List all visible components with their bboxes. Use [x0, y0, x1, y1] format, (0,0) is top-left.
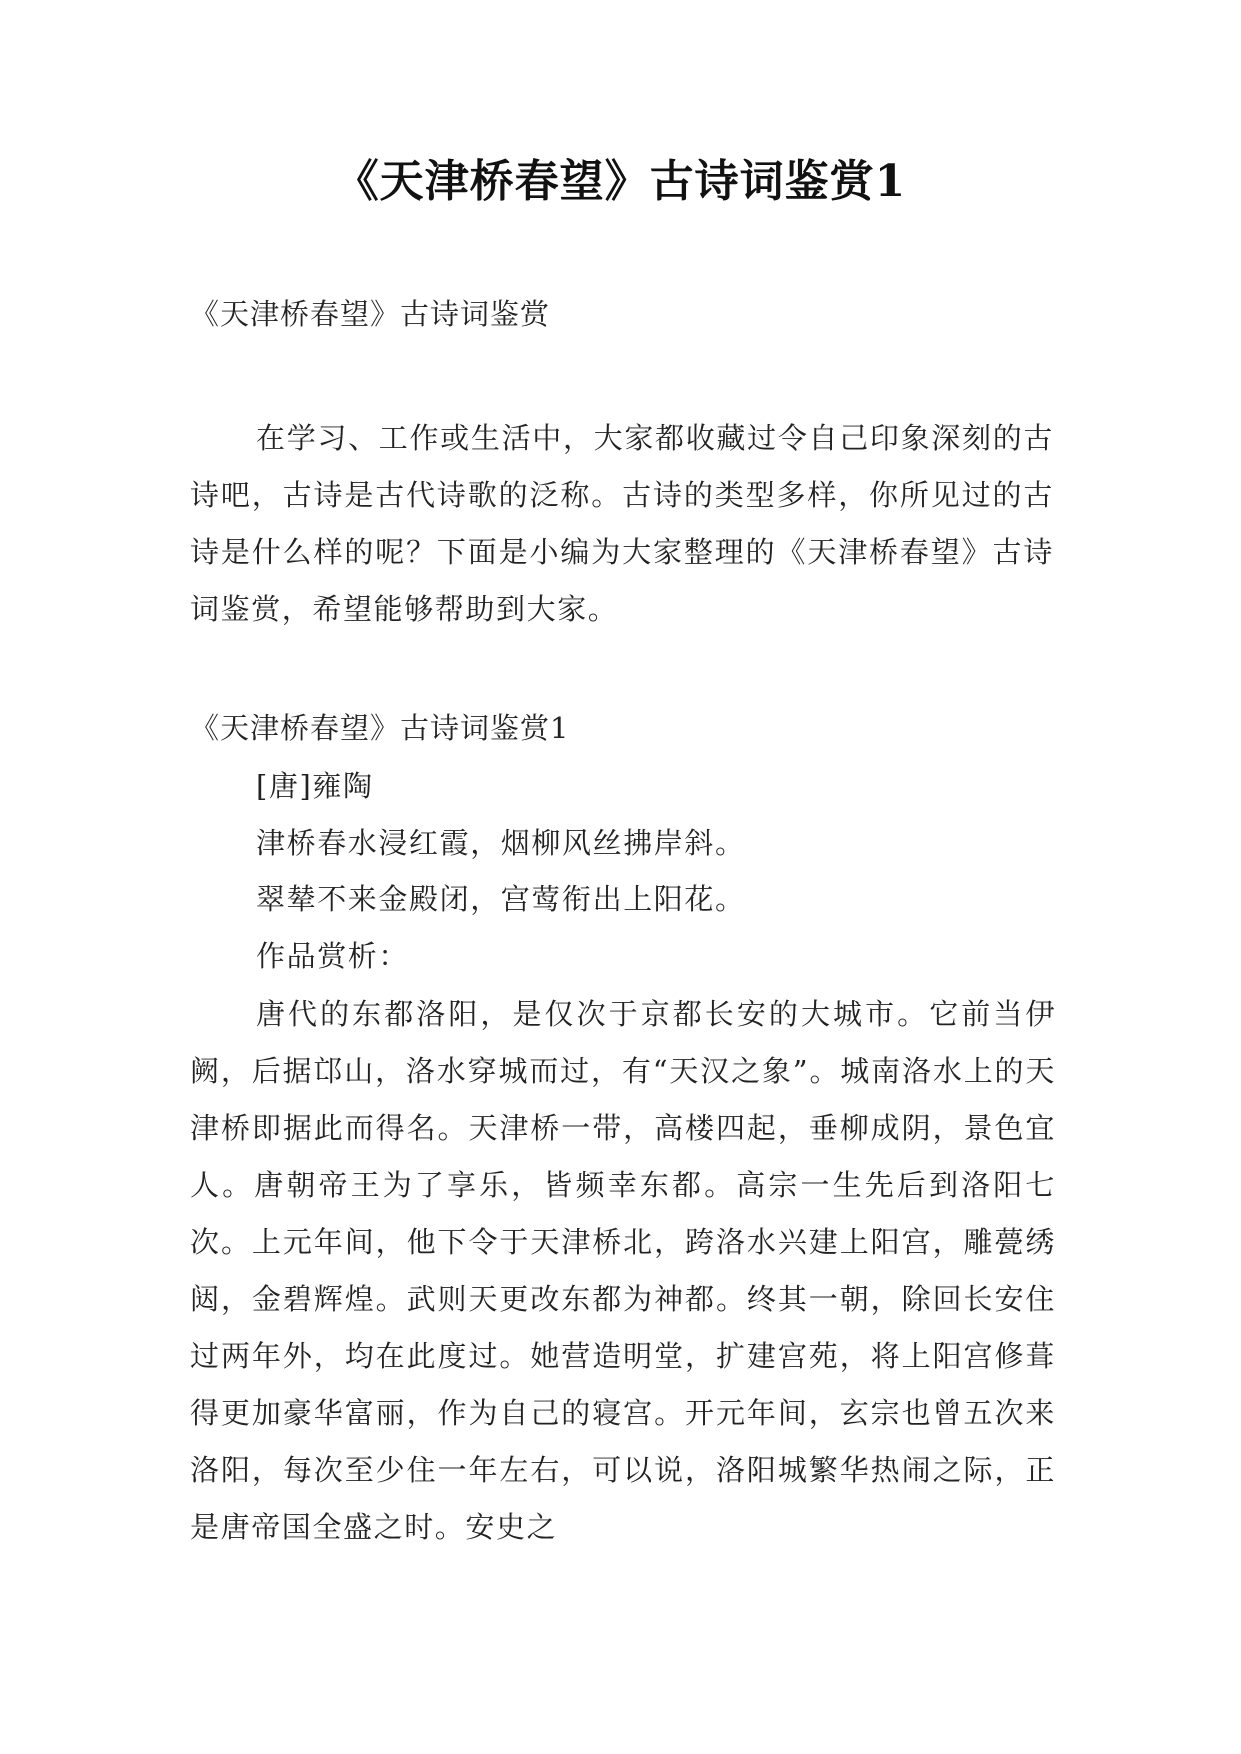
intro-paragraph: 在学习、工作或生活中，大家都收藏过令自己印象深刻的古诗吧，古诗是古代诗歌的泛称。古诗的类型多样，你所见过的古诗是什么样的呢？下面是小编为大家整理的《天津桥春望》古诗词鉴赏，希望能够帮助到大家。: [190, 421, 1054, 626]
poem-line-2: 翠辇不来金殿闭，宫莺衔出上阳花。: [256, 882, 746, 916]
poem-author: [唐]雍陶: [256, 769, 374, 803]
document-title: 《天津桥春望》古诗词鉴赏1: [334, 156, 907, 207]
document-subtitle: 《天津桥春望》古诗词鉴赏: [190, 297, 551, 331]
poem-line-1: 津桥春水浸红霞，烟柳风丝拂岸斜。: [256, 826, 746, 860]
analysis-label: 作品赏析：: [256, 939, 410, 973]
section-heading: 《天津桥春望》古诗词鉴赏1: [190, 711, 570, 745]
analysis-paragraph: 唐代的东都洛阳，是仅次于京都长安的大城市。它前当伊阙，后据邙山，洛水穿城而过，有“天汉之象”。城南洛水上的天津桥即据此而得名。天津桥一带，高楼四起，垂柳成阴，景色宜人。唐朝帝王为了享乐，皆频幸东都。高宗一生先后到洛阳七次。上元年间，他下令于天津桥北，跨洛水兴建上阳宫，雕甍绣闼，金碧辉煌。武则天更改东都为神都。终其一朝，除回长安住过两年外，均在此度过。她营造明堂，扩建宫苑，将上阳宫修葺得更加豪华富丽，作为自己的寝宫。开元年间，玄宗也曾五次来洛阳，每次至少住一年左右，可以说，洛阳城繁华热闹之际，正是唐帝国全盛之时。安史之: [190, 997, 1056, 1544]
